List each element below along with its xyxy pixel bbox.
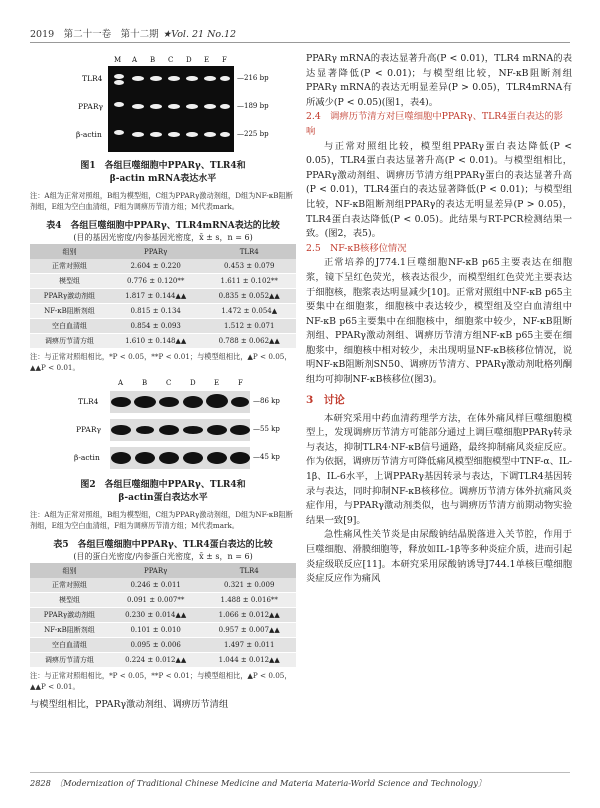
lane-label: D: [186, 56, 192, 64]
table-row: 空白血清组 0.095 ± 0.006 1.497 ± 0.011: [30, 638, 296, 653]
table-row: NF-κB阻断剂组 0.101 ± 0.010 0.957 ± 0.007▲▲: [30, 623, 296, 638]
marker-label: —225 bp: [237, 130, 269, 138]
figure2: [30, 379, 296, 479]
running-header: [30, 26, 236, 40]
table-row: NF-κB阻断剂组 0.815 ± 0.134 1.472 ± 0.054▲: [30, 304, 296, 319]
right-column: [306, 52, 572, 587]
body-paragraph: 急性痛风性关节炎是由尿酸钠结晶脱落进入关节腔，作用于巨噬细胞、滑膜细胞等，释放如IL-1β等多种炎症介质，进而引起炎症级联反应[11]。本研究采用尿酸钠诱导J744.1单核巨噬细胞炎症反应作为痛风: [306, 529, 572, 585]
table-row: 模型组 0.091 ± 0.007** 1.488 ± 0.016**: [30, 593, 296, 608]
table4-title: 表4 各组巨噬细胞中PPARγ、TLR4mRNA表达的比较: [46, 221, 280, 231]
table5: [30, 539, 296, 692]
lane-label: B: [142, 379, 148, 387]
figure1-caption: 图1 各组巨噬细胞中PPARγ、TLR4和 β-actin mRNA表达水平: [80, 161, 246, 184]
section-heading: 2.5 NF-κB核移位情况: [306, 242, 407, 254]
lane-label: M: [114, 56, 122, 64]
table-row: 模型组 0.776 ± 0.120** 1.611 ± 0.102**: [30, 274, 296, 289]
body-paragraph: PPARγ mRNA的表达显著升高(P < 0.01)，TLR4 mRNA的表达显著降低(P < 0.01)；与模型组比较，NF-κB阻断剂组PPARγ mRNA的表达无明显差异(P > 0.05)，TLR4mRNA有所减少(P < 0.05)(图1，表4)。: [306, 53, 572, 108]
table4-subtitle: (目的基因光密度/内参基因光密度，x̄ ± s，n = 6): [73, 233, 253, 242]
body-paragraph: 本研究采用中药血清药理学方法，在体外痛风样巨噬细胞模型上，发现调痹历节清方可能部分通过上调巨噬细胞PPARγ转录与表达，抑制TLR4·NF-κB信号通路，最终抑制痛风炎症反应。作为依据，调痹历节清方可降低痛风模型细胞模型中TNF-α、IL-1β、IL-6水平，上调PPARγ基因转录与表达，下调TLR4基因转录与表达，同时抑制NF-κB核移位。调痹历节清方体外抗痛风炎症作用，与PPARγ激动剂类似，也与调痹历节清方前期动物实验结果一致[9]。: [306, 412, 572, 526]
header-volume: ★Vol. 21 No.12: [162, 29, 237, 40]
table5-title: 表5 各组巨噬细胞中PPARγ、TLR4蛋白表达的比较: [53, 540, 273, 550]
row-label-ppar: PPARγ: [78, 102, 103, 111]
row-label-actin: β-actin: [76, 130, 102, 139]
table4-note: 注：与正常对照组相比，*P < 0.05，**P < 0.01；与模型组相比，▲P < 0.05，▲▲P < 0.01。: [30, 352, 292, 372]
table4-grid: 组别 PPARγ TLR4 正常对照组 2.604 ± 0.220 0.453 ± 0.079 模型组 0.776 ± 0.120** 1.611 ± 0.102** PPARγ激动剂组 1.817 ± 0.144▲▲ 0.835 ± 0.052▲▲ NF-κB阻断剂组 0.815 ± 0.134 1.472 ± 0.054▲ 空白血清组 0.854 ± 0.093 1.512 ± 0.071 调痹历节清方组 1.610 ± 0.148▲▲ 0.788 ± 0.062▲▲: [30, 244, 296, 349]
blot-strip: [110, 419, 250, 441]
left-column: [30, 56, 296, 713]
table5-subtitle: (目的蛋白光密度/内参蛋白光密度，x̄ ± s，n = 6): [73, 552, 253, 561]
page-footer: 2828 〔Modernization of Traditional Chinese Medicine and Materia Materia-World Science and Technology〕: [30, 778, 487, 788]
lane-label: C: [168, 56, 174, 64]
table-row: 调痹历节清方组 1.610 ± 0.148▲▲ 0.788 ± 0.062▲▲: [30, 334, 296, 349]
row-label-ppar: PPARγ: [76, 425, 101, 434]
lane-label: E: [214, 379, 220, 387]
lane-label: A: [118, 379, 124, 387]
gel-image: [108, 66, 234, 152]
lane-label: E: [204, 56, 210, 64]
section-heading: 2.4 调痹历节清方对巨噬细胞中PPARγ、TLR4蛋白表达的影响: [306, 111, 563, 137]
body-paragraph: 与正常对照组比较，模型组PPARγ蛋白表达降低(P < 0.05)，TLR4蛋白表达显著升高(P < 0.01)。与模型组相比，PPARγ激动剂组、调痹历节清方组PPARγ蛋白的表达显著升高(P < 0.01)，TLR4蛋白的表达显著降低(P < 0.01)；与模型组比较，NF-κB阻断剂组PPARγ的表达无明显差异(P > 0.05)，TLR4蛋白表达降低(P < 0.05)。此结果与RT-PCR检测结果一致。(图2，表5)。: [306, 140, 572, 240]
blot-strip: [110, 447, 250, 469]
lane-label: F: [238, 379, 243, 387]
marker-label: —55 kp: [253, 425, 280, 433]
body-paragraph: 正常培养的J774.1巨噬细胞NF-κB p65主要表达在细胞浆，镜下呈红色荧光，核表达很少，而模型组红色荧光主要表达于细胞核，胞浆表达明显减少[10]。正常对照组中NF-κB p65主要集中在细胞浆，细胞核中表达较少，模型组及空白血清组中NF-κB p65主要集中在细胞核中，细胞浆中较少，NF-κB阻断剂组、PPARγ激动剂组、调痹历节清方组NF-κB p65主要在细胞浆中，细胞核中相对较少，未出现明显NF-κB核移位情况，说明NF-κB阻断剂SN50、调痹历节清方、PPARγ激动剂吡格列酮组均可抑制NF-κB核移位(图3)。: [306, 257, 572, 386]
lane-label: B: [150, 56, 156, 64]
table-row: 正常对照组 2.604 ± 0.220 0.453 ± 0.079: [30, 259, 296, 274]
lane-label: C: [166, 379, 172, 387]
lane-label: D: [190, 379, 196, 387]
marker-label: —45 kp: [253, 453, 280, 461]
table5-grid: 组别 PPARγ TLR4 正常对照组 0.246 ± 0.011 0.321 ± 0.009 模型组 0.091 ± 0.007** 1.488 ± 0.016** PPARγ激动剂组 0.230 ± 0.014▲▲ 1.066 ± 0.012▲▲ NF-κB阻断剂组 0.101 ± 0.010 0.957 ± 0.007▲▲ 空白血清组 0.095 ± 0.006 1.497 ± 0.011 调痹历节清方组 0.224 ± 0.012▲▲ 1.044 ± 0.012▲▲: [30, 563, 296, 668]
row-label-tlr4: TLR4: [78, 397, 99, 406]
header-issue: 2019 第二十一卷 第十二期: [30, 29, 159, 40]
lane-label: A: [132, 56, 138, 64]
table-row: 调痹历节清方组 0.224 ± 0.012▲▲ 1.044 ± 0.012▲▲: [30, 653, 296, 668]
table-row: PPARγ激动剂组 1.817 ± 0.144▲▲ 0.835 ± 0.052▲▲: [30, 289, 296, 304]
section-heading: 3 讨论: [306, 393, 345, 406]
table-row: 空白血清组 0.854 ± 0.093 1.512 ± 0.071: [30, 319, 296, 334]
figure1: [30, 56, 296, 156]
header-rule: [30, 42, 570, 43]
marker-label: —216 bp: [237, 74, 269, 82]
figure2-caption: 图2 各组巨噬细胞中PPARγ、TLR4和 β-actin蛋白表达水平: [80, 480, 246, 503]
marker-label: —86 kp: [253, 397, 280, 405]
lane-label: F: [222, 56, 227, 64]
table4: [30, 220, 296, 373]
blot-strip: [110, 391, 250, 413]
table5-note: 注：与正常对照组相比，*P < 0.05，**P < 0.01；与模型组相比，▲P < 0.05，▲▲P < 0.01。: [30, 671, 292, 691]
table-row: PPARγ激动剂组 0.230 ± 0.014▲▲ 1.066 ± 0.012▲▲: [30, 608, 296, 623]
row-label-actin: β-actin: [74, 453, 100, 462]
figure2-note: 注：A组为正常对照组，B组为模型组，C组为PPARγ激动剂组，D组为NF-κB阻断剂组，E组为空白血清组，F组为调痹历节清方组；M代表mark。: [30, 510, 293, 530]
body-paragraph: 与模型组相比，PPARγ激动剂组、调痹历节清组: [30, 699, 229, 710]
marker-label: —189 bp: [237, 102, 269, 110]
figure1-note: 注：A组为正常对照组，B组为模型组，C组为PPARγ激动剂组，D组为NF-κB阻断剂组，E组为空白血清组，F组为调痹历节清方组；M代表mark。: [30, 191, 293, 211]
row-label-tlr4: TLR4: [82, 74, 103, 83]
table-row: 正常对照组 0.246 ± 0.011 0.321 ± 0.009: [30, 578, 296, 593]
footer-rule: [30, 772, 570, 773]
